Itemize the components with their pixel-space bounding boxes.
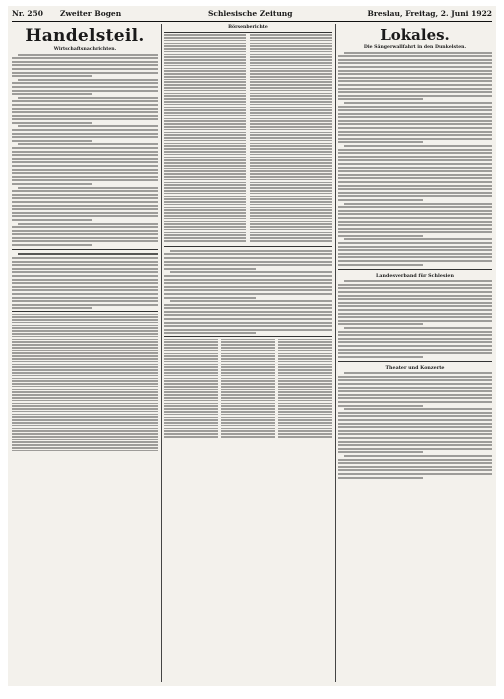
column-trade bbox=[12, 24, 158, 682]
section-title-trade: Handelsteil. bbox=[25, 26, 145, 46]
exchange-table-left bbox=[12, 311, 158, 451]
issue-number: Nr. 250 bbox=[12, 9, 43, 18]
newspaper-page bbox=[8, 6, 496, 686]
local-article-2 bbox=[338, 280, 492, 357]
local-article-body bbox=[338, 52, 492, 266]
local-heading-3: Theater und Konzerte bbox=[385, 364, 445, 371]
trade-article-body bbox=[12, 54, 158, 246]
masthead-rule bbox=[12, 21, 492, 22]
grain-table bbox=[164, 336, 332, 438]
local-article-3 bbox=[338, 372, 492, 478]
market-report bbox=[12, 253, 158, 309]
sheet-label: Zweiter Bogen bbox=[60, 9, 122, 18]
market-news bbox=[164, 250, 332, 335]
local-heading-2: Landesverband für Schlesien bbox=[376, 272, 454, 279]
trade-subheading: Wirtschaftsnachrichten. bbox=[53, 47, 117, 52]
section-title-local: Lokales. bbox=[380, 26, 450, 44]
paper-name: Schlesische Zeitung bbox=[208, 9, 293, 18]
markets-table-title: Börsenberichte bbox=[228, 25, 268, 30]
local-subheading: Die Sängerwallfahrt in den Dunkelsten. bbox=[363, 45, 467, 50]
column-markets bbox=[164, 24, 332, 682]
masthead bbox=[12, 8, 492, 20]
dateline: Breslau, Freitag, 2. Juni 1922 bbox=[367, 9, 492, 18]
column-local bbox=[338, 24, 492, 682]
stock-table bbox=[164, 32, 332, 243]
